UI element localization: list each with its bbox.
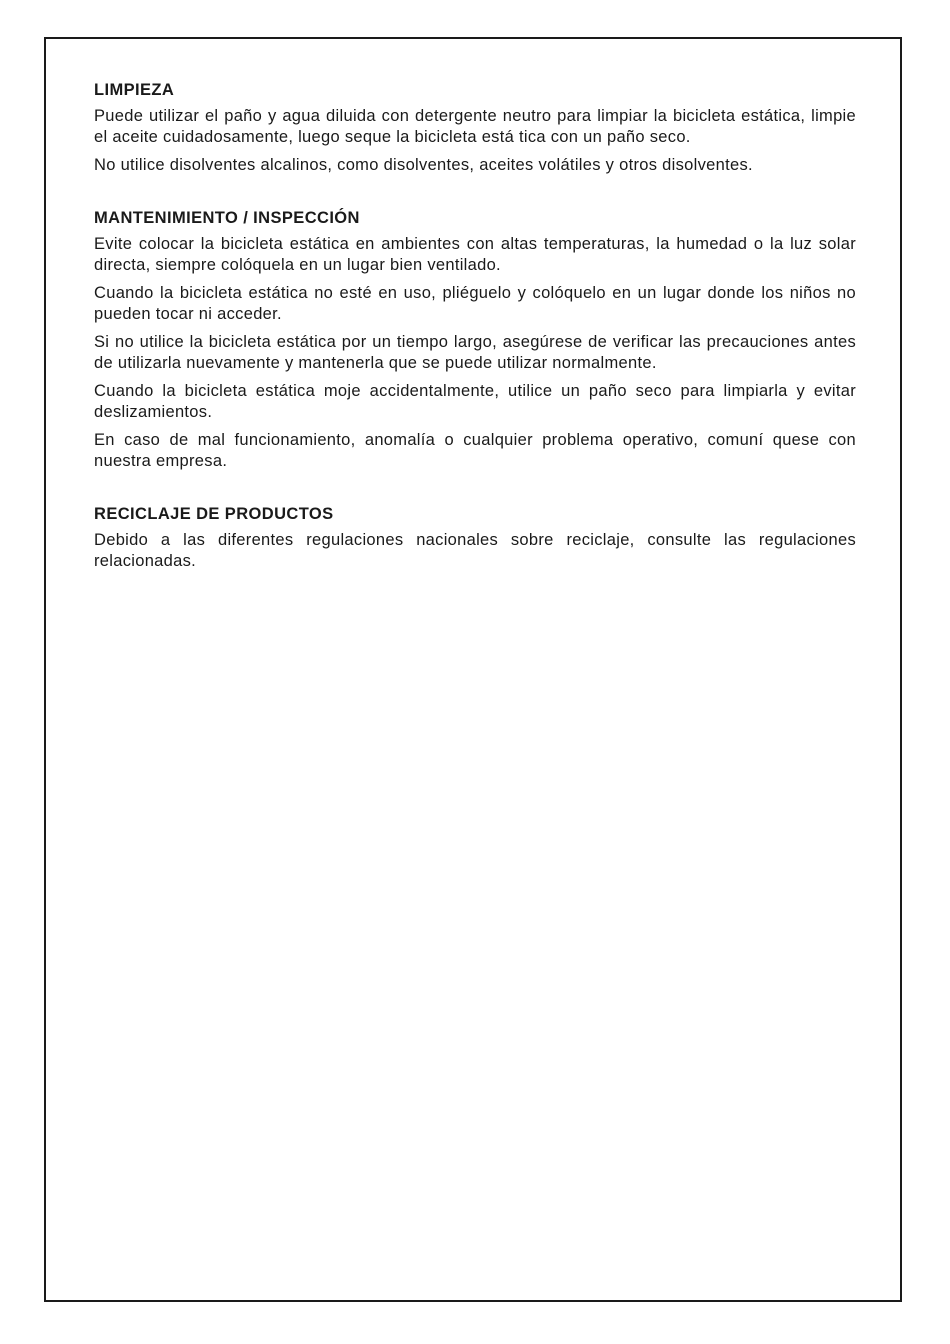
paragraph: Evite colocar la bicicleta estática en ambientes con altas temperaturas, la humedad o la luz solar directa, siempre colóquela en un lugar bien ventilado. <box>94 235 856 274</box>
section-recycling <box>94 504 856 572</box>
paragraph: Cuando la bicicleta estática moje accidentalmente, utilice un paño seco para limpiarla y evitar deslizamientos. <box>94 382 856 421</box>
document-body <box>94 80 856 579</box>
paragraph: Cuando la bicicleta estática no esté en uso, pliéguelo y colóquelo en un lugar donde los niños no pueden tocar ni acceder. <box>94 284 856 323</box>
paragraph: En caso de mal funcionamiento, anomalía o cualquier problema operativo, comuní quese con nuestra empresa. <box>94 431 856 470</box>
paragraph: Debido a las diferentes regulaciones nacionales sobre reciclaje, consulte las regulaciones relacionadas. <box>94 531 856 570</box>
section-heading: RECICLAJE DE PRODUCTOS <box>94 505 334 523</box>
section-heading: LIMPIEZA <box>94 81 175 99</box>
section-maintenance <box>94 208 856 472</box>
paragraph: No utilice disolventes alcalinos, como disolventes, aceites volátiles y otros disolventes. <box>94 156 753 174</box>
section-cleaning <box>94 80 856 176</box>
paragraph: Si no utilice la bicicleta estática por un tiempo largo, asegúrese de verificar las precauciones antes de utilizarla nuevamente y mantenerla que se puede utilizar normalmente. <box>94 333 856 372</box>
paragraph: Puede utilizar el paño y agua diluida con detergente neutro para limpiar la bicicleta estática, limpie el aceite cuidadosamente, luego seque la bicicleta está tica con un paño seco. <box>94 107 856 146</box>
section-heading: MANTENIMIENTO / INSPECCIÓN <box>94 209 360 227</box>
